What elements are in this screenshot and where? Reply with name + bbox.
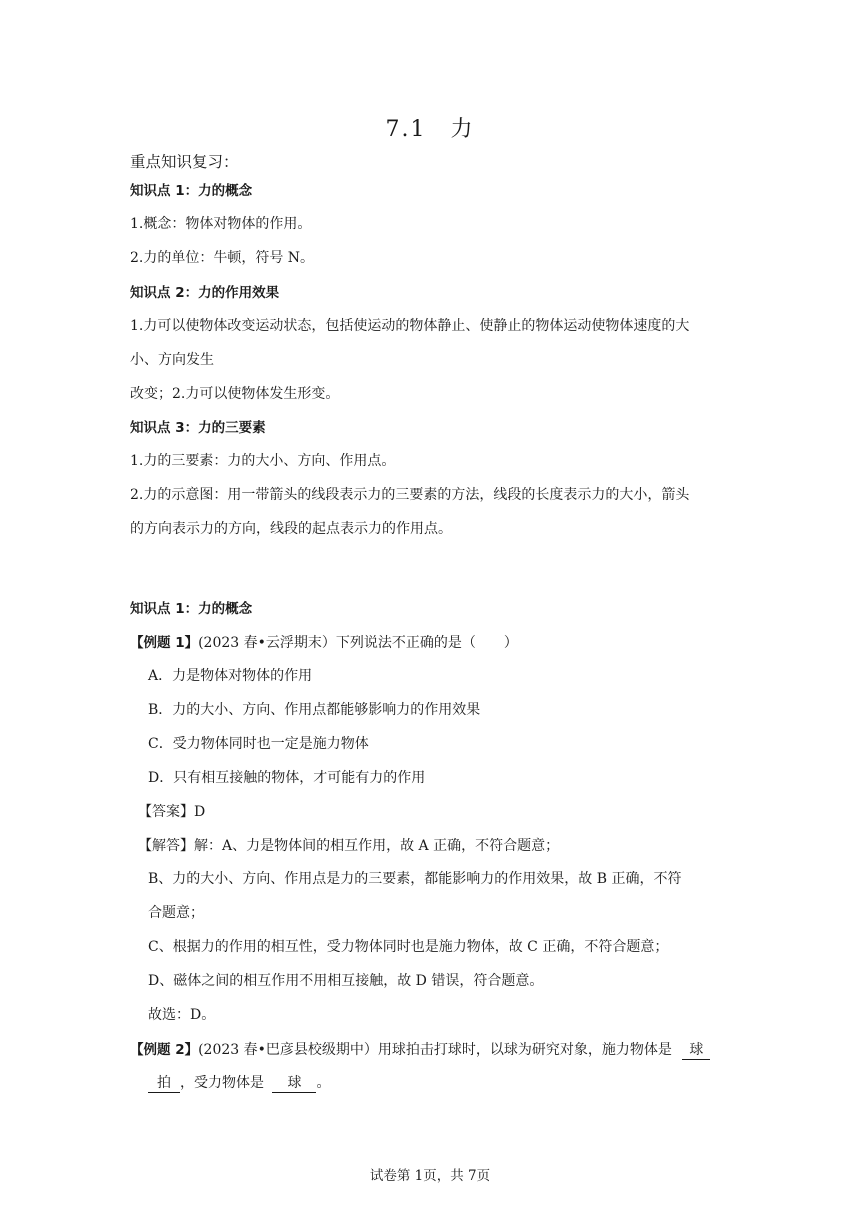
answer-value: D: [194, 804, 206, 820]
example1-question: [130, 631, 518, 652]
kp3-line-3: 的方向表示力的方向，线段的起点表示力的作用点。: [130, 521, 452, 537]
example2-continuation: [148, 1072, 330, 1093]
example1-answer: [138, 801, 205, 821]
example1-option-d: D．只有相互接触的物体，才可能有力的作用: [148, 770, 426, 786]
example1-analysis-1: [138, 835, 559, 855]
example2-blank-1: 球: [682, 1039, 710, 1060]
page-title: 7.1 力: [385, 117, 475, 142]
review-heading: 重点知识复习：: [130, 153, 239, 171]
example1-stem: (2023 春•云浮期末）下列说法不正确的是（ ）: [198, 635, 518, 651]
analysis-label: 【解答】: [138, 838, 194, 854]
example1-conclusion: 故选：D。: [148, 1007, 216, 1023]
kp2-line-1: 1.力可以使物体改变运动状态，包括使运动的物体静止、使静止的物体运动使物体速度的大: [130, 318, 690, 334]
example1-analysis-3: 合题意；: [148, 905, 204, 921]
kp3-line-1: 1.力的三要素：力的大小、方向、作用点。: [130, 453, 396, 469]
page-footer: 试卷第 1页，共 7页: [369, 1168, 491, 1184]
example2-end: 。: [316, 1075, 331, 1091]
kp3-line-2: 2.力的示意图：用一带箭头的线段表示力的三要素的方法，线段的长度表示力的大小，箭头: [130, 487, 690, 503]
kp1-concept: 1.概念：物体对物体的作用。: [130, 216, 312, 232]
example2-label: 【例题 2】: [130, 1042, 199, 1058]
analysis-line: 解：A、力是物体间的相互作用，故 A 正确，不符合题意；: [194, 838, 560, 854]
example1-analysis-2: B、力的大小、方向、作用点是力的三要素，都能影响力的作用效果，故 B 正确，不符: [148, 871, 682, 887]
kp2-line-3: 改变；2.力可以使物体发生形变。: [130, 386, 340, 402]
kp2-heading: 知识点 2：力的作用效果: [130, 285, 280, 301]
example2-mid: ，受力物体是: [180, 1075, 264, 1091]
section-heading: 知识点 1：力的概念: [130, 601, 253, 617]
kp1-heading: 知识点 1：力的概念: [130, 183, 253, 199]
example1-analysis-5: D、磁体之间的相互作用不用相互接触，故 D 错误，符合题意。: [148, 973, 544, 989]
kp1-unit: 2.力的单位：牛顿，符号 N。: [130, 250, 315, 266]
example2-blank-1-cont: 拍: [148, 1072, 180, 1093]
example1-option-a: A．力是物体对物体的作用: [148, 668, 313, 684]
example2-blank-2: 球: [272, 1072, 316, 1093]
example1-label: 【例题 1】: [130, 635, 199, 651]
example2-question: [130, 1038, 710, 1060]
kp2-line-2: 小、方向发生: [130, 352, 214, 368]
example1-analysis-4: C、根据力的作用的相互性，受力物体同时也是施力物体，故 C 正确，不符合题意；: [148, 939, 669, 955]
kp3-heading: 知识点 3：力的三要素: [130, 420, 266, 436]
example2-stem: (2023 春•巴彦县校级期中）用球拍击打球时，以球为研究对象，施力物体是: [198, 1042, 672, 1058]
example1-option-b: B．力的大小、方向、作用点都能够影响力的作用效果: [148, 702, 481, 718]
answer-label: 【答案】: [138, 804, 194, 820]
example1-option-c: C．受力物体同时也一定是施力物体: [148, 736, 369, 752]
